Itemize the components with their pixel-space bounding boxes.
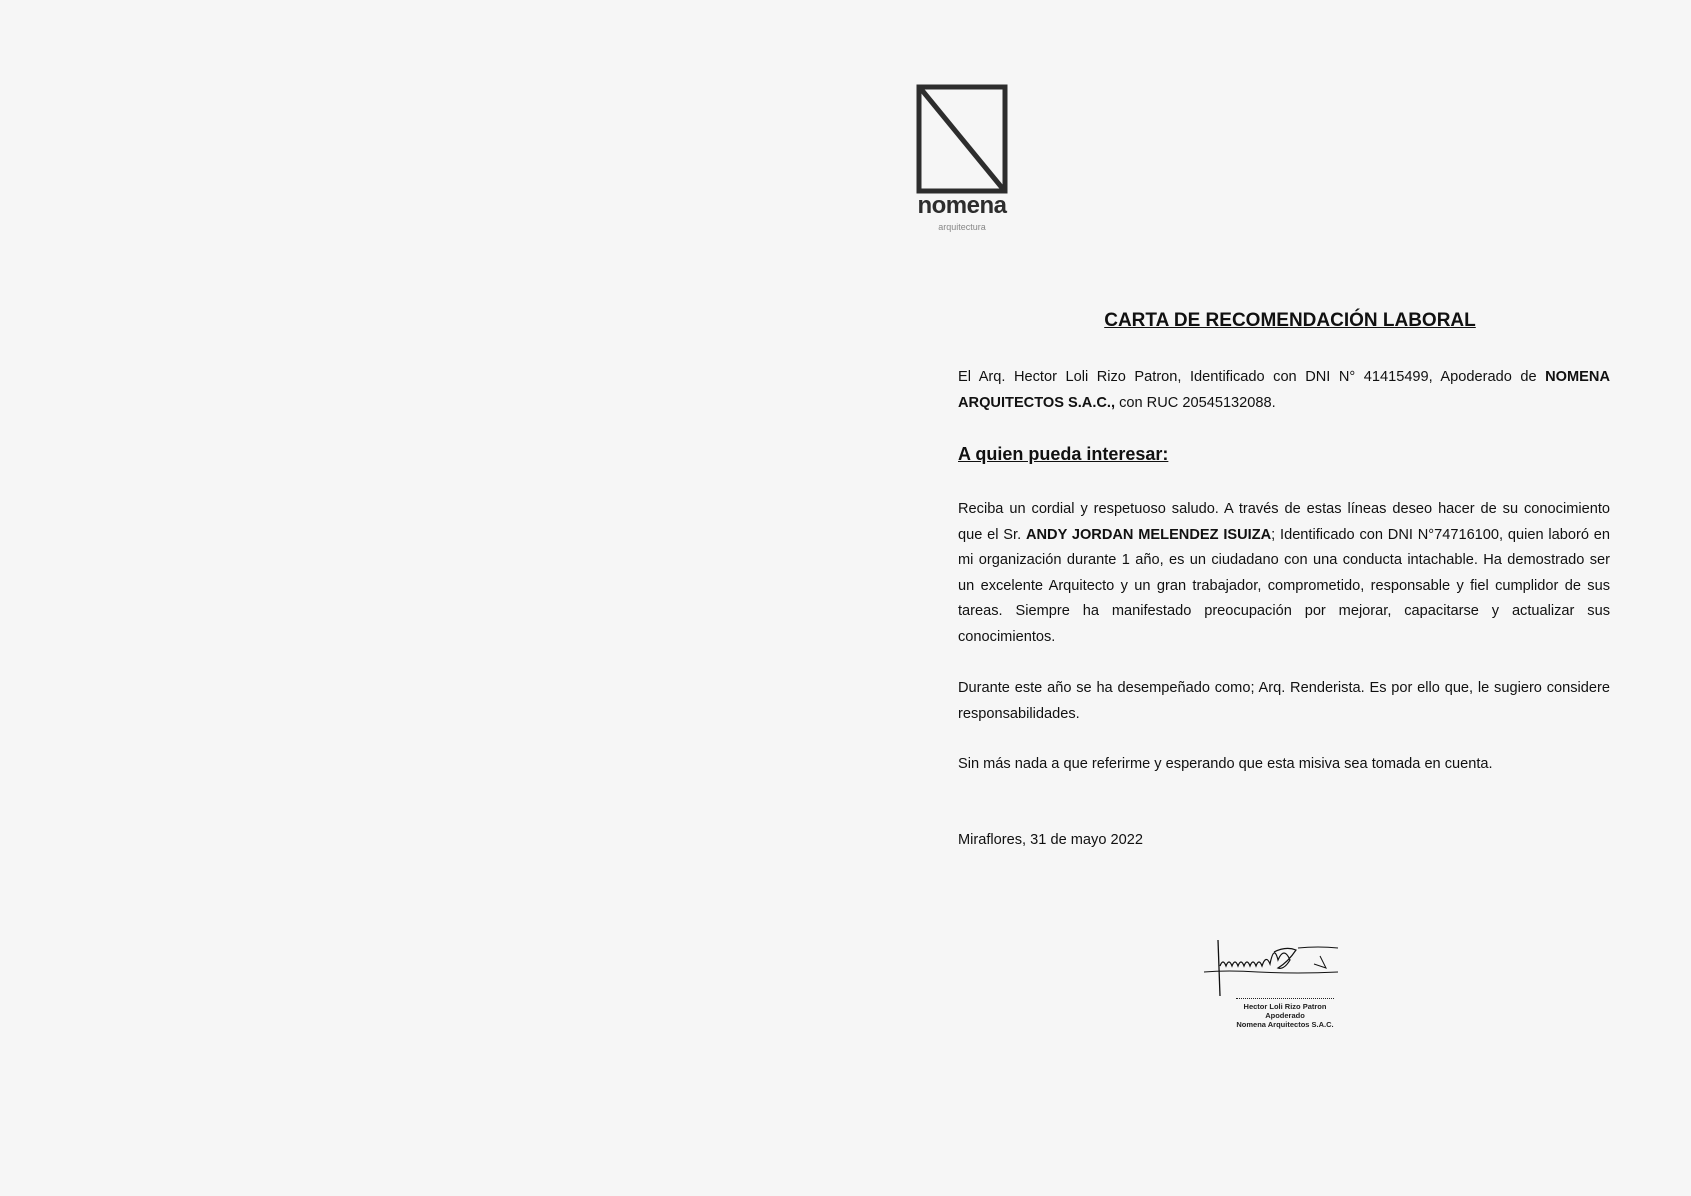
date-line: Miraflores, 31 de mayo 2022	[958, 832, 1143, 848]
signatory-role: Apoderado	[1265, 1011, 1305, 1020]
handwritten-signature-icon	[1198, 936, 1344, 1002]
nomena-logo-mark-icon	[916, 84, 1008, 194]
logo-subtitle: arquitectura	[938, 222, 986, 232]
intro-text-start: El Arq. Hector Loli Rizo Patron, Identificado con DNI N° 41415499, Apoderado de	[958, 369, 1546, 385]
paragraph1-text-end: ; Identificado con DNI N°74716100, quien laboró en mi organización durante 1 año, es un ciudadano con una conducta intachable. Ha demostrado ser un excelente Arquitecto y un gran trabajador, comprometido, responsable y fiel cumplidor de sus tareas. Siempre ha manifestado preocupación por mejorar, capacitarse y actualizar sus conocimientos.	[958, 526, 1610, 645]
signature-line	[1236, 998, 1334, 999]
company-logo	[910, 82, 1014, 234]
signature-block	[1198, 936, 1344, 1032]
paragraph1-text-start: Reciba un cordial y respetuoso saludo. A través de estas líneas deseo hacer de su conocimiento que el Sr.	[958, 501, 1610, 543]
intro-text-end: con RUC 20545132088.	[1115, 394, 1276, 411]
greeting-heading: A quien pueda interesar:	[958, 444, 1169, 464]
role-paragraph: Durante este año se ha desempeñado como; Arq. Renderista. Es por ello que, le sugiero considere responsabilidades.	[958, 680, 1610, 722]
logo-wordmark: nomena	[917, 192, 1007, 219]
signatory-name: Hector Loli Rizo Patron	[1243, 1002, 1327, 1011]
recommendation-paragraph	[958, 497, 1610, 650]
signatory-company: Nomena Arquitectos S.A.C.	[1236, 1020, 1334, 1029]
closing-paragraph: Sin más nada a que referirme y esperando que esta misiva sea tomada en cuenta.	[958, 756, 1493, 772]
company-name-bold: NOMENA ARQUITECTOS S.A.C.,	[958, 369, 1610, 411]
employee-name-bold: ANDY JORDAN MELENDEZ ISUIZA	[1025, 526, 1272, 543]
letter-title: CARTA DE RECOMENDACIÓN LABORAL	[1104, 310, 1476, 331]
intro-paragraph	[958, 365, 1610, 416]
